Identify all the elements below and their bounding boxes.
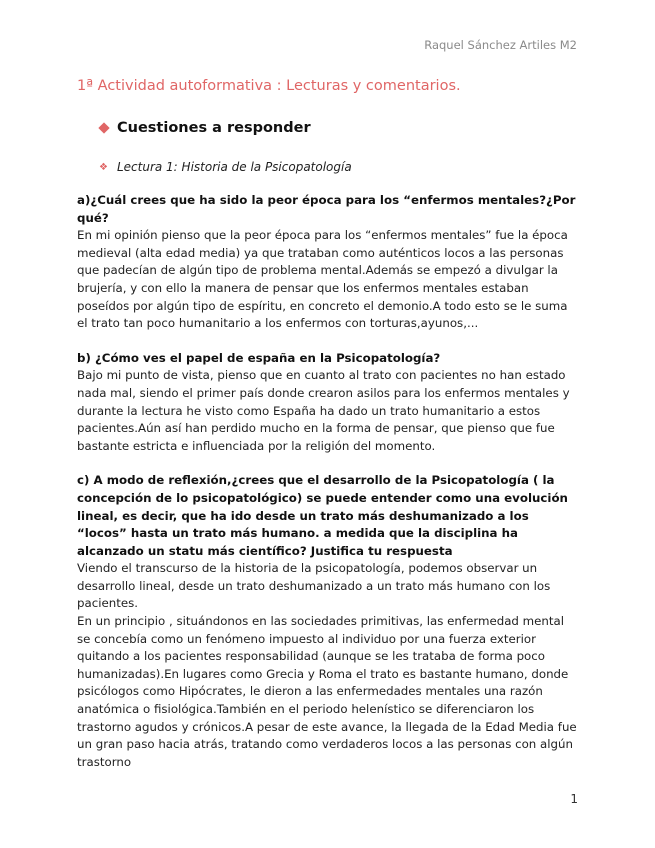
answer-a: En mi opinión pienso que la peor época para los “enfermos mentales” fue la época medieval (alta edad media) ya que trataban como auténticos locos a las personas que padecían de algún tipo de problema mental.Además se empezó a divulgar la brujería, y con ello la manera de pensar que los enfermos mentales estaban poseídos por algún tipo de espíritu, en concreto el demonio.A todo esto se le suma el trato tan poco humanitario a los enfermos con torturas,ayunos,... [77,228,568,331]
reading-subitem [98,160,352,174]
page-number: 1 [570,792,578,806]
answer-c-body: En un principio , situándonos en las sociedades primitivas, las enfermedad mental se concebía como un fenómeno impuesto al individuo por una fuerza exterior quitando a los pacientes responsabilidad (aunque se les trataba de forma poco humanizadas).En lugares como Grecia y Roma el trato es bastante humano, donde psicólogos como Hipócrates, le dieron a las enfermedades mentales una razón anatómica o fisiológica.También en el periodo helenístico se diferenciaron los trastorno agudos y crónicos.A pesar de este avance, la llegada de la Edad Media fue un gran paso hacia atrás, tratando como verdaderos locos a las personas con algún trastorno [77,614,577,769]
question-c: c) A modo de reflexión,¿crees que el desarrollo de la Psicopatología ( la concepción de lo psicopatológico) se puede entender como una evolución lineal, es decir, que ha ido desde un trato más deshumanizado a los “locos” hasta un trato más humano. a medida que la disciplina ha alcanzado un statu más científico? Justifica tu respuesta [77,473,568,558]
star-bullet-icon: ❖ [99,161,108,173]
answer-c-intro: Viendo el transcurso de la historia de la psicopatología, podemos observar un desarrollo lineal, desde un trato deshumanizado a un trato más humano con los pacientes. [77,561,551,611]
question-a: a)¿Cuál crees que ha sido la peor época para los “enfermos mentales?¿Por qué? [77,193,576,225]
page-header-author: Raquel Sánchez Artiles M2 [424,38,577,52]
diamond-bullet-icon [98,122,109,133]
section-heading-text: Cuestiones a responder [117,120,311,136]
document-body [77,192,579,771]
answer-b: Bajo mi punto de vista, pienso que en cuanto al trato con pacientes no han estado nada mal, siendo el primer país donde crearon asilos para los enfermos mentales y durante la lectura he visto como España ha dado un trato humanitario a estos pacientes.Aún así han perdido mucho en la forma de pensar, que pienso que fue bastante estricta e influenciada por la religión del momento. [77,368,570,453]
question-b: b) ¿Cómo ves el papel de españa en la Psicopatología? [77,350,441,365]
reading-subitem-text: Lectura 1: Historia de la Psicopatología [116,160,352,174]
section-heading [98,120,311,136]
document-title: 1ª Actividad autoformativa : Lecturas y comentarios. [77,78,461,94]
